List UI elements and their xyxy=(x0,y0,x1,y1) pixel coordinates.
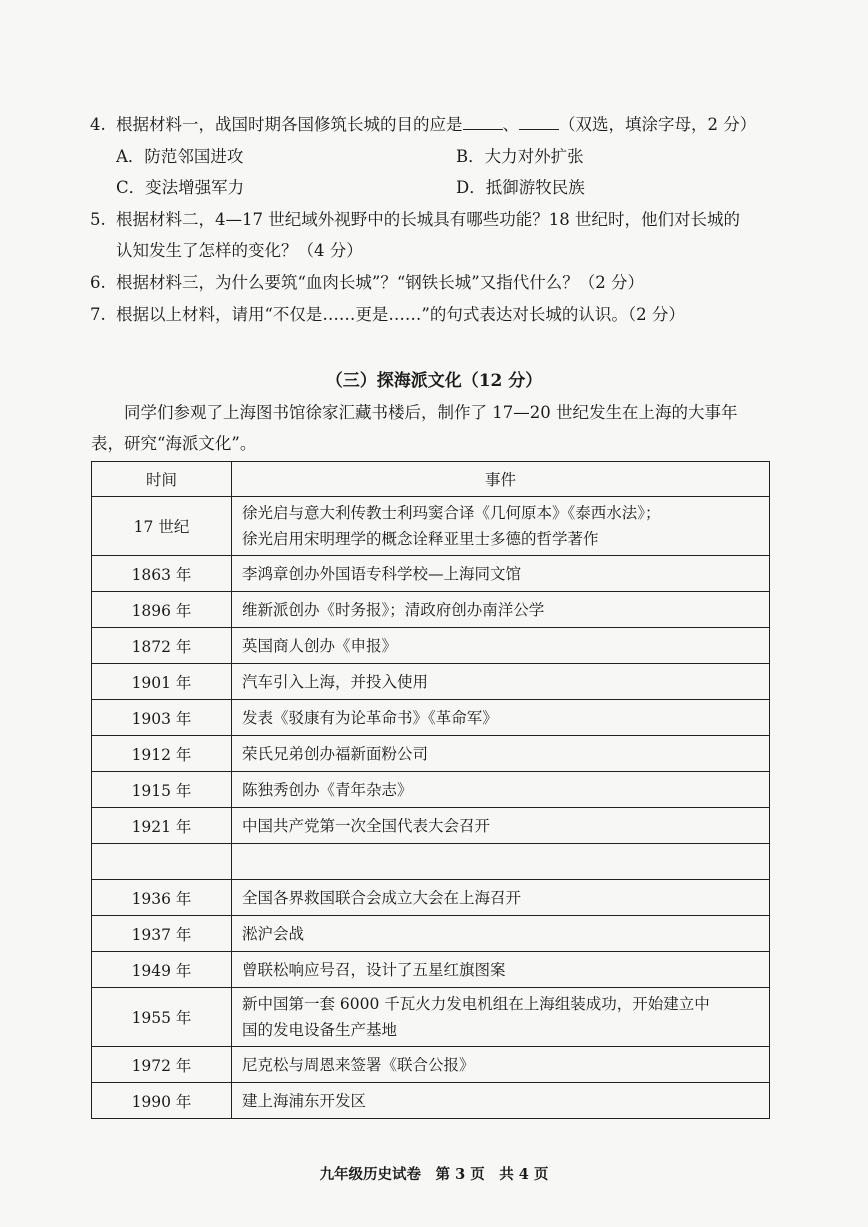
question-text: 根据材料二，4—17 世纪域外视野中的长城具有哪些功能？18 世纪时，他们对长城的 xyxy=(116,210,740,229)
question-5 xyxy=(90,209,740,231)
row-event: 陈独秀创办《青年杂志》 xyxy=(232,772,770,808)
section-intro: 同学们参观了上海图书馆徐家汇藏书楼后，制作了 17—20 世纪发生在上海的大事年 xyxy=(124,403,738,422)
answer-blank-2[interactable] xyxy=(519,115,559,130)
table-row xyxy=(92,844,770,880)
row-time: 1872 年 xyxy=(92,628,232,664)
row-event: 汽车引入上海，并投入使用 xyxy=(232,664,770,700)
row-event: 全国各界救国联合会成立大会在上海召开 xyxy=(232,880,770,916)
table-row xyxy=(92,772,770,808)
row-time: 1921 年 xyxy=(92,808,232,844)
row-event: 曾联松响应号召，设计了五星红旗图案 xyxy=(232,952,770,988)
question-note: （双选，填涂字母，2 分） xyxy=(559,115,757,134)
question-4 xyxy=(90,114,756,136)
table-row xyxy=(92,664,770,700)
row-event: 维新派创办《时务报》；清政府创办南洋公学 xyxy=(232,592,770,628)
row-event: 英国商人创办《申报》 xyxy=(232,628,770,664)
table-row xyxy=(92,497,770,556)
row-event: 荣氏兄弟创办福新面粉公司 xyxy=(232,736,770,772)
option-d: D．抵御游牧民族 xyxy=(456,178,585,197)
row-time: 1949 年 xyxy=(92,952,232,988)
table-row xyxy=(92,1083,770,1119)
row-time: 1912 年 xyxy=(92,736,232,772)
row-time: 1972 年 xyxy=(92,1047,232,1083)
header-time: 时间 xyxy=(92,462,232,497)
section-intro-line-2: 表，研究“海派文化”。 xyxy=(91,434,257,453)
row-event: 建上海浦东开发区 xyxy=(232,1083,770,1119)
header-event: 事件 xyxy=(232,462,770,497)
question-text: 根据材料一，战国时期各国修筑长城的目的应是 xyxy=(116,115,463,134)
row-event: 新中国第一套 6000 千瓦火力发电机组在上海组装成功，开始建立中 国的发电设备生产基地 xyxy=(232,988,770,1047)
row-event: 发表《驳康有为论革命书》《革命军》 xyxy=(232,700,770,736)
row-time: 1936 年 xyxy=(92,880,232,916)
row-event: 尼克松与周恩来签署《联合公报》 xyxy=(232,1047,770,1083)
table-row xyxy=(92,880,770,916)
row-time: 1901 年 xyxy=(92,664,232,700)
question-text: 根据材料三，为什么要筑“血肉长城”？“钢铁长城”又指代什么？（2 分） xyxy=(116,273,644,292)
question-7 xyxy=(90,304,685,326)
question-number: 7. xyxy=(90,305,106,324)
table-header-row xyxy=(92,462,770,497)
table-row xyxy=(92,952,770,988)
table-row xyxy=(92,556,770,592)
row-time: 1863 年 xyxy=(92,556,232,592)
row-event: 淞沪会战 xyxy=(232,916,770,952)
question-6 xyxy=(90,272,644,294)
table-row xyxy=(92,808,770,844)
row-time: 1990 年 xyxy=(92,1083,232,1119)
question-number: 4. xyxy=(90,115,106,134)
row-event xyxy=(232,844,770,880)
section-title: （三）探海派文化（12 分） xyxy=(325,371,543,391)
answer-blank-1[interactable] xyxy=(463,115,503,130)
row-time: 1903 年 xyxy=(92,700,232,736)
table-row xyxy=(92,916,770,952)
table-row xyxy=(92,1047,770,1083)
row-event: 李鸿章创办外国语专科学校—上海同文馆 xyxy=(232,556,770,592)
row-time: 17 世纪 xyxy=(92,497,232,556)
table-row xyxy=(92,628,770,664)
question-number: 6. xyxy=(90,273,106,292)
table-row xyxy=(92,700,770,736)
row-event: 中国共产党第一次全国代表大会召开 xyxy=(232,808,770,844)
table-row xyxy=(92,592,770,628)
table-body xyxy=(92,497,770,1119)
row-time xyxy=(92,844,232,880)
row-time: 1896 年 xyxy=(92,592,232,628)
option-b: B．大力对外扩张 xyxy=(456,147,584,166)
row-time: 1915 年 xyxy=(92,772,232,808)
question-number: 5. xyxy=(90,210,106,229)
question-text: 根据以上材料，请用“不仅是……更是……”的句式表达对长城的认识。（2 分） xyxy=(116,305,685,324)
option-c: C．变法增强军力 xyxy=(116,178,245,197)
page-footer: 九年级历史试卷 第 3 页 共 4 页 xyxy=(319,1166,549,1183)
table-row xyxy=(92,736,770,772)
events-table xyxy=(91,461,770,1119)
option-a: A．防范邻国进攻 xyxy=(116,147,244,166)
blank-separator: 、 xyxy=(502,115,519,134)
row-event: 徐光启与意大利传教士利玛窦合译《几何原本》《泰西水法》； 徐光启用宋明理学的概念诠释亚里士多德的哲学著作 xyxy=(232,497,770,556)
question-5-line-2: 认知发生了怎样的变化？（4 分） xyxy=(116,241,363,260)
row-time: 1937 年 xyxy=(92,916,232,952)
table-row xyxy=(92,988,770,1047)
row-time: 1955 年 xyxy=(92,988,232,1047)
